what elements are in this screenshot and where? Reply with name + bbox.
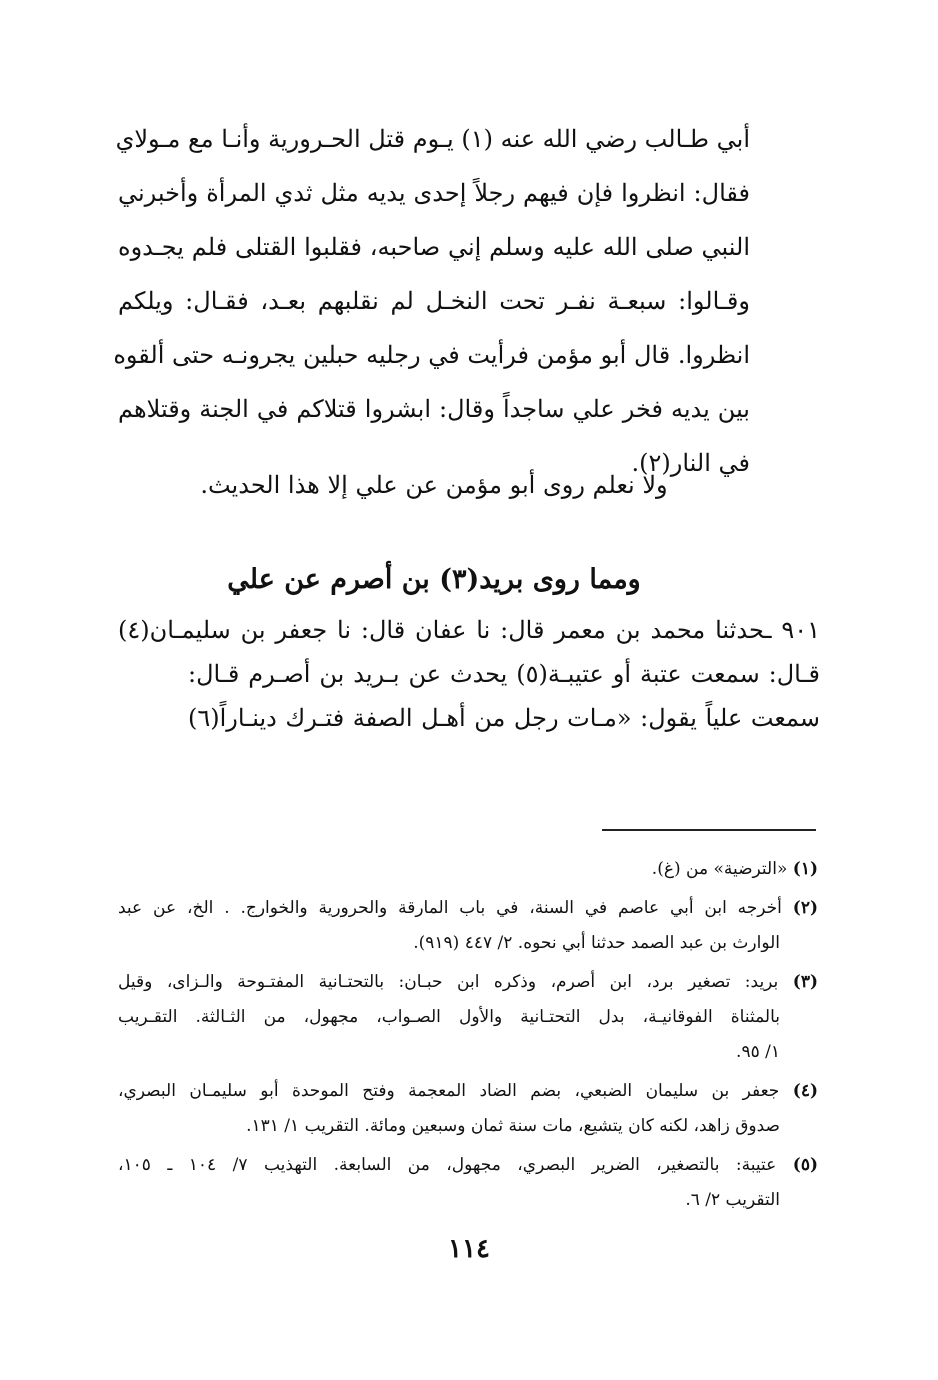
page-number: ١١٤	[448, 1234, 490, 1264]
footnote-text: بريد: تصغير برد، ابن أصرم، وذكره ابن حبـان: بالتحتـانية المفتـوحة والـزاى، وقيل	[118, 972, 779, 992]
footnote	[118, 891, 818, 961]
footnote-text: جعفر بن سليمان الضبعي، بضم الضاد المعجمة وفتح الموحدة أبو سليمـان البصري،	[118, 1081, 780, 1101]
paragraph-line: النبي صلى الله عليه وسلم إني صاحبه، فقلبوا القتلى فلم يجـدوه	[118, 233, 750, 261]
paragraph-line: انظروا. قال أبو مؤمن فرأيت في رجليه حبلين يجرونـه حتى ألقوه	[113, 341, 750, 369]
footnote-number: (٣)	[792, 972, 818, 992]
footnote-line	[118, 1148, 818, 1183]
author-note: ولا نعلم روى أبو مؤمن عن علي إلا هذا الحديث.	[200, 471, 668, 499]
footnote-number: (٥)	[792, 1155, 818, 1175]
footnote	[118, 1148, 818, 1218]
paragraph-line: بين يديه فخر علي ساجداً وقال: ابشروا قتلاكم في الجنة وقتلاهم	[118, 395, 750, 423]
hadith-first-line	[118, 608, 820, 652]
footnote	[118, 852, 818, 887]
footnote-number: (٢)	[792, 898, 818, 918]
footnote-number: (١)	[792, 859, 818, 879]
paragraph-line: في النار(٢).	[631, 449, 750, 477]
footnote-text: عتيبة: بالتصغير، الضرير البصري، مجهول، من السابعة. التهذيب ٧/ ١٠٤ ـ ١٠٥،	[118, 1155, 777, 1175]
footnotes	[118, 852, 818, 1222]
footnote-line	[118, 965, 818, 1000]
footnote-divider	[602, 829, 816, 831]
footnote	[118, 1074, 818, 1144]
paragraph-line: وقـالوا: سبعـة نفـر تحت النخـل لم نقلبهم بعـد، فقـال: ويلكم	[118, 287, 750, 315]
main-paragraph	[113, 112, 751, 490]
footnote-line	[118, 891, 818, 926]
hadith-line: قـال: سمعت عتبة أو عتيبـة(٥) يحدث عن بـريد بن أصـرم قـال:	[188, 660, 820, 688]
hadith-line: حدثنا محمد بن معمر قال: نا عفان قال: نا جعفر بن سليمـان(٤)	[118, 616, 765, 644]
hadith-entry	[118, 608, 820, 740]
footnote-text: أخرجه ابن أبي عاصم في السنة، في باب المارقة والحرورية والخوارج. . الخ، عن عبد	[118, 898, 782, 918]
footnote-number: (٤)	[792, 1081, 819, 1101]
hadith-number: ٩٠١ ـ	[764, 616, 820, 644]
footnote-line: الوارث بن عبد الصمد حدثنا أبي نحوه. ٢/ ٤٤٧ (٩١٩).	[413, 933, 780, 953]
paragraph-line: فقال: انظروا فإن فيهم رجلاً إحدى يديه مثل ثدي المرأة وأخبرني	[118, 179, 751, 207]
footnote-line: بالمثناة الفوقانيـة، بدل التحتـانية والأول الصـواب، مجهول، من الثـالثة. التقـريب	[118, 1007, 780, 1027]
footnote-line	[118, 852, 818, 887]
footnote-line	[118, 1074, 818, 1109]
footnote-line: التقريب ٢/ ٦.	[685, 1190, 780, 1210]
hadith-line: سمعت علياً يقول: «مـات رجل من أهـل الصفة فتـرك دينـاراً(٦)	[188, 704, 820, 732]
footnote-line: صدوق زاهد، لكنه كان يتشيع، مات سنة ثمان وسبعين ومائة. التقريب ١/ ١٣١.	[246, 1116, 780, 1136]
footnote-text: «الترضية» من (غ).	[651, 859, 788, 879]
footnote-line: ١/ ٩٥.	[736, 1042, 780, 1062]
section-heading: ومما روى بريد(٣) بن أصرم عن علي	[227, 564, 641, 595]
footnote	[118, 965, 818, 1070]
paragraph-line: أبي طـالب رضي الله عنه (١) يـوم قتل الحـرورية وأنـا مع مـولاي	[115, 125, 750, 153]
